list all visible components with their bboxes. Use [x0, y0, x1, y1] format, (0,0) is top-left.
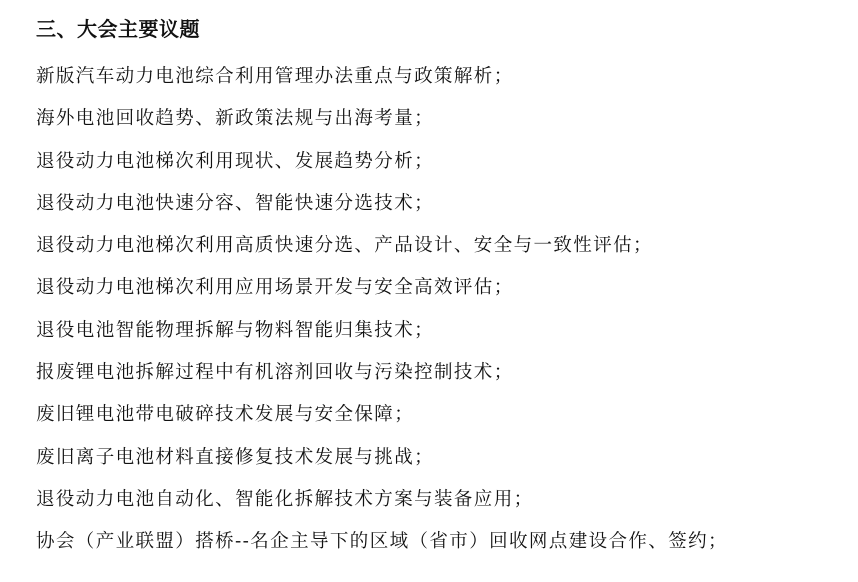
- topic-item: 协会（产业联盟）搭桥--名企主导下的区域（省市）回收网点建设合作、签约；: [36, 531, 728, 553]
- topic-item: 退役电池智能物理拆解与物料智能归集技术；: [36, 319, 435, 341]
- topic-item: 新版汽车动力电池综合利用管理办法重点与政策解析；: [36, 66, 514, 87]
- topic-item: 退役动力电池梯次利用应用场景开发与安全高效评估；: [36, 277, 514, 299]
- topic-item: 废旧离子电池材料直接修复技术发展与挑战；: [36, 446, 435, 468]
- topic-item: 海外电池回收趋势、新政策法规与出海考量；: [36, 108, 435, 130]
- topic-item: 退役动力电池梯次利用现状、发展趋势分析；: [36, 150, 435, 172]
- topic-item: 报废锂电池拆解过程中有机溶剂回收与污染控制技术；: [36, 362, 514, 384]
- topic-list: [36, 56, 728, 564]
- topic-item: 退役动力电池自动化、智能化拆解技术方案与装备应用；: [36, 488, 534, 510]
- topic-item: 退役动力电池快速分容、智能快速分选技术；: [36, 192, 435, 214]
- topic-item: 退役动力电池梯次利用高质快速分选、产品设计、安全与一致性评估；: [36, 235, 653, 257]
- section-heading: 三、大会主要议题: [36, 17, 200, 41]
- topic-item: 废旧锂电池带电破碎技术发展与安全保障；: [36, 404, 415, 426]
